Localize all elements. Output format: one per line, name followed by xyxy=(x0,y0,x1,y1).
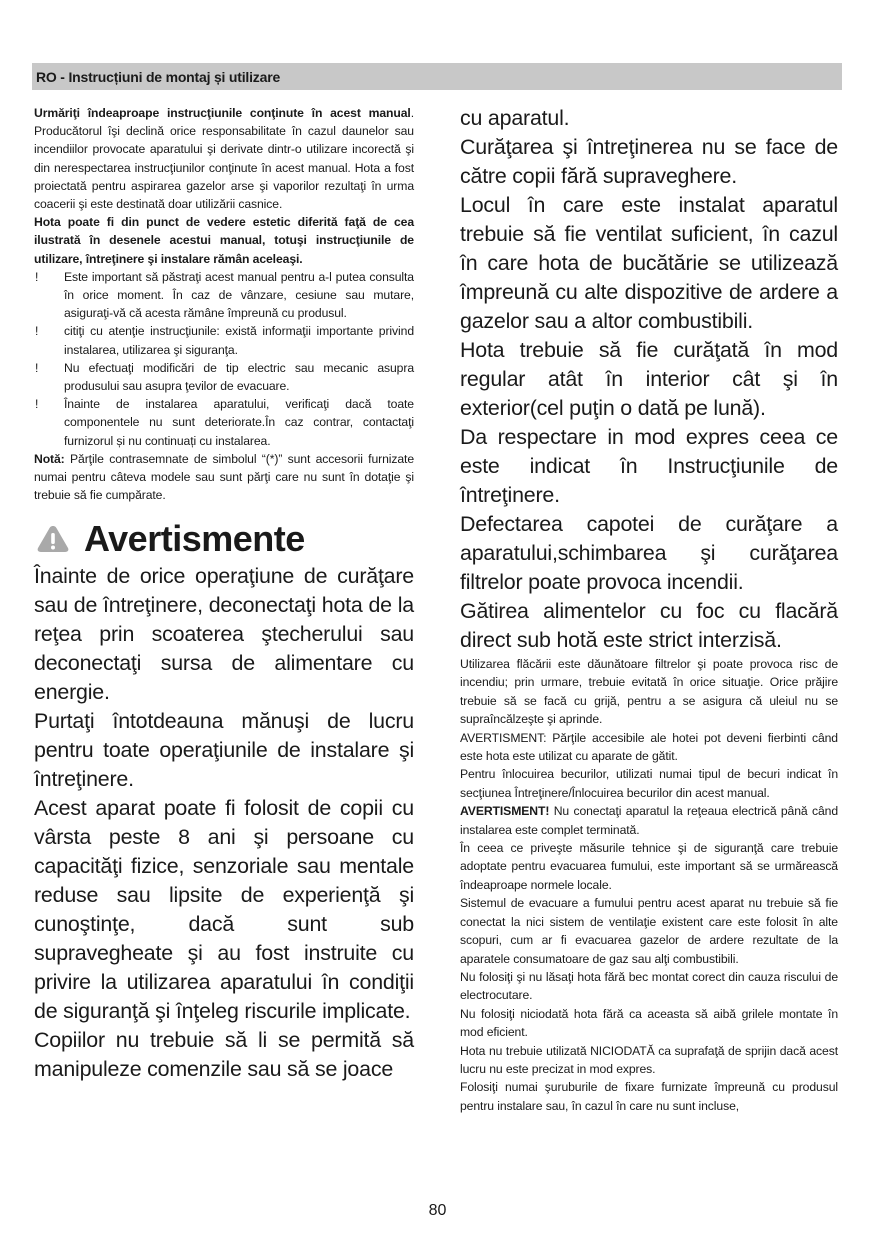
warning-paragraph: Locul în care este instalat aparatul trebuie să fie ventilat suficient, în cazul în care hota de bucătărie se utilizează împreună cu alte dispozitive de ardere a gazelor sau a altor combustibili. xyxy=(460,193,838,333)
warning-paragraph: Gătirea alimentelor cu foc cu flacără direct sub hotă este strict interzisă. xyxy=(460,599,838,652)
info-paragraph: Folosiţi numai şuruburile de fixare furnizate împreună cu produsul pentru instalare sau, în cazul în care nu sunt incluse, xyxy=(460,1080,838,1113)
warning-paragraph: Acest aparat poate fi folosit de copii cu vârsta peste 8 ani şi persoane cu capacităţi fizice, senzoriale sau mentale reduse sau lipsite de experienţă şi cunoştinţe, dacă sunt sub supravegheate şi au fost instruite cu privire la utilizarea aparatului în condiţii de siguranţă şi înţeleg riscurile implicate. xyxy=(34,796,414,1024)
important-list xyxy=(34,268,414,450)
electrical-warning: AVERTISMENT! Nu conectaţi aparatul la reţeaua electrică până când instalarea este complet terminată. xyxy=(460,804,838,837)
left-column xyxy=(34,104,414,1084)
section-title: RO - Instrucțiuni de montaj și utilizare xyxy=(36,69,281,85)
info-paragraph: Utilizarea flăcării este dăunătoare filtrelor şi poate provoca risc de incendiu; prin urmare, trebuie evitată în orice situaţie. Orice prăjire trebuie să se facă cu grijă, pentru a se asigura că uleiul nu se supraîncălzeşte şi aprinde. xyxy=(460,657,838,727)
warning-paragraph: Defectarea capotei de curăţare a aparatului,schimbarea şi curăţarea filtrelor poate provoca incendii. xyxy=(460,512,838,594)
warning-icon xyxy=(36,524,70,554)
exclamation-icon: ! xyxy=(35,397,39,412)
list-item: ! Este important să păstraţi acest manual pentru a-l putea consulta în orice moment. În caz de vânzare, cesiune sau mutare, asiguraţi-vă că acesta rămâne împreună cu produsul. xyxy=(35,269,414,321)
warning-paragraph: Curăţarea şi întreţinerea nu se face de către copii fără supraveghere. xyxy=(460,135,838,188)
info-paragraph: Sistemul de evacuare a fumului pentru acest aparat nu trebuie să fie conectat la nici sistem de ventilaţie existent care este folosit în alte scopuri, cum ar fi evacuarea gazelor de ardere rezultate de la aparatele consumatoare de gaz sau alţi combustibili. xyxy=(460,896,838,966)
info-paragraph: Hota nu trebuie utilizată NICIODATĂ ca suprafaţă de sprijin dacă acest lucru nu este precizat in mod expres. xyxy=(460,1043,838,1076)
intro-paragraph xyxy=(34,104,414,213)
warnings-heading xyxy=(34,516,414,562)
info-paragraph: Pentru înlocuirea becurilor, utilizati numai tipul de becuri indicat în secţiunea Întreţinere/Înlocuirea becurilor din acest manual. xyxy=(460,767,838,800)
warnings-title: Avertismente xyxy=(84,518,305,560)
info-paragraph: În ceea ce priveşte măsurile tehnice şi de siguranţă care trebuie adoptate pentru evacuarea fumului, este important să se urmărească îndeaproape normele locale. xyxy=(460,841,838,892)
warning-paragraph: Înainte de orice operaţiune de curăţare sau de întreţinere, deconectaţi hota de la reţea prin scoaterea ştecherului sau deconectaţi sursa de alimentare cu energie. xyxy=(34,564,414,705)
warning-paragraph: Da respectare in mod expres ceea ce este indicat în Instrucţiunile de întreţinere. xyxy=(460,425,838,507)
note-paragraph: Notă: Părţile contrasemnate de simbolul “(*)” sunt accesorii furnizate numai pentru câteva modele sau sunt părţi care nu sunt în dotaţie şi trebuie să fie cumpărate. xyxy=(34,451,414,503)
right-column xyxy=(460,104,838,1115)
page-number: 80 xyxy=(428,1202,447,1219)
list-item: ! Nu efectuaţi modificări de tip electric sau mecanic asupra produsului sau asupra ţevilor de evacuare. xyxy=(35,360,414,394)
info-paragraph: Nu folosiţi şi nu lăsaţi hota fără bec montat corect din cauza riscului de electrocutare. xyxy=(460,969,838,1003)
info-paragraph: Nu folosiţi niciodată hota fără ca aceasta să aibă grilele montate în mod eficient. xyxy=(460,1006,838,1040)
warning-paragraph: cu aparatul. xyxy=(460,106,570,130)
exclamation-icon: ! xyxy=(35,360,39,375)
intro-rest: . Producătorul îşi declină orice responsabilitate în cazul daunelor sau incendiilor provocate aparatului şi derivate dintr-o utilizare incorectă şi din nerespectarea instrucţiunilor conţinute în acest manual. Hota a fost proiectată pentru aspirarea gazelor arse şi vaporilor rezultaţi în urma coacerii şi este destinată doar utilizării casnice. xyxy=(34,106,414,212)
section-header xyxy=(32,63,842,90)
exclamation-icon: ! xyxy=(35,324,39,339)
warning-paragraph: Copiilor nu trebuie să li se permită să manipuleze comenzile sau să se joace xyxy=(34,1028,414,1082)
intro-bold: Urmăriţi îndeaproape instrucţiunile conţinute în acest manual xyxy=(34,106,411,120)
aesthetic-note: Hota poate fi din punct de vedere estetic diferită faţă de cea ilustrată în desenele acestui manual, totuşi instrucţiunile de utilizare, întreţinere şi instalare rămân aceleaşi. xyxy=(34,215,414,266)
note-label: Notă: xyxy=(34,451,65,466)
exclamation-icon: ! xyxy=(35,269,39,284)
list-item: ! Înainte de instalarea aparatului, verificaţi dacă toate componentele nu sunt deteriorate.În caz contrar, contactaţi furnizorul și nu continuați cu instalarea. xyxy=(35,397,414,448)
list-item: ! citiţi cu atenţie instrucţiunile: există informaţii importante privind instalarea, utilizarea şi siguranţa. xyxy=(35,324,414,357)
warning-label: AVERTISMENT! xyxy=(460,804,550,819)
warning-paragraph: Purtaţi întotdeauna mănuşi de lucru pentru toate operaţiunile de instalare şi întreţinere. xyxy=(34,709,414,792)
info-paragraph: AVERTISMENT: Părţile accesibile ale hotei pot deveni fierbinti când este hota este utilizat cu aparate de gătit. xyxy=(460,730,838,764)
warning-paragraph: Hota trebuie să fie curăţată în mod regular atât în interior cât şi în exterior(cel puţin o dată pe lună). xyxy=(460,338,838,420)
